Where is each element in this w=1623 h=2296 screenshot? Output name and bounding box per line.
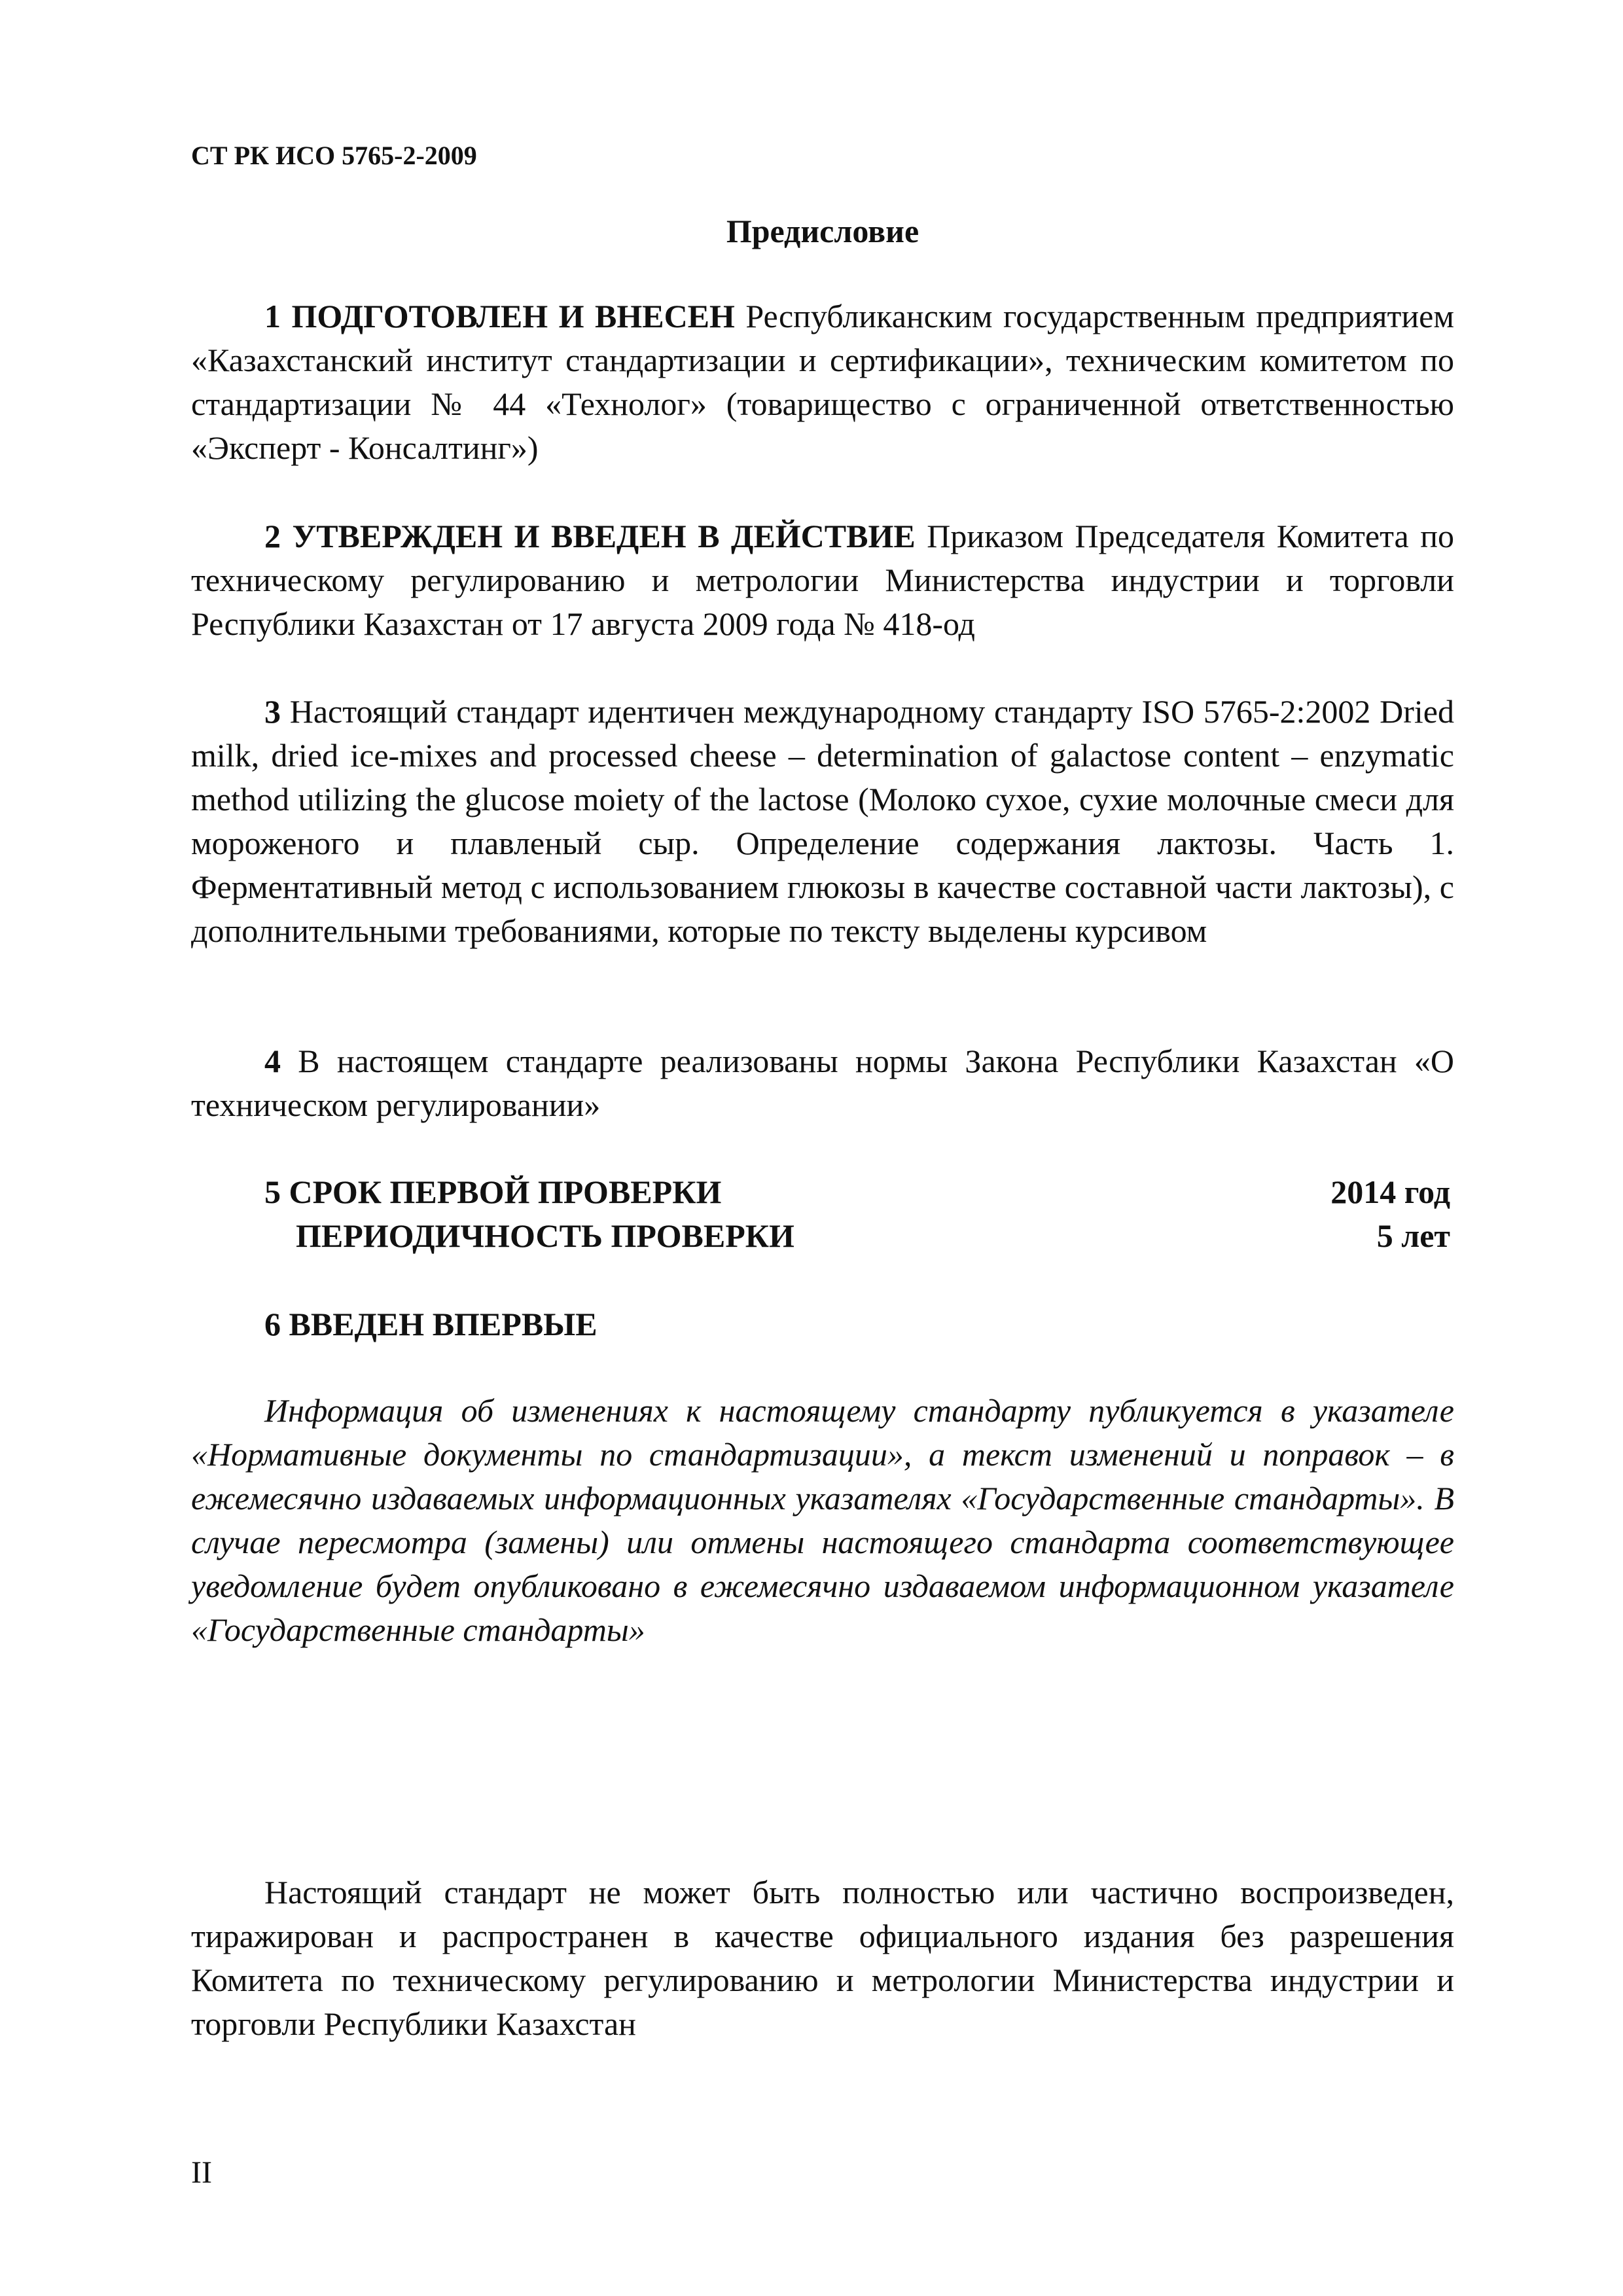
item-3-text: Настоящий стандарт идентичен международному стандарту ISO 5765-2:2002 Dried milk, dried ice-mixes and processed cheese – determination of galactose content – enzymatic method utilizing the glucose moiety of the lactose (Молоко сухое, сухие молочные смеси для мороженого и плавленый сыр. Определение содержания лактозы. Часть 1. Ферментативный метод с использованием глюкозы в качестве составной части лактозы), с дополнительными требованиями, которые по тексту выделены курсивом — [191, 693, 1454, 949]
item-1-text: Республиканским государственным предприятием «Казахстанский институт стандартизации и сертификации», техническим комитетом по стандартизации № 44 «Технолог» (товарищество с ограниченной ответственностью «Эксперт - Консалтинг») — [191, 298, 1454, 466]
preface-item-2 — [191, 514, 1454, 646]
preface-item-6: 6 ВВЕДЕН ВПЕРВЫЕ — [264, 1306, 597, 1342]
item-1-lead: 1 ПОДГОТОВЛЕН И ВНЕСЕН — [264, 298, 735, 334]
preface-item-1 — [191, 295, 1454, 470]
review-period-value: 5 лет — [1376, 1217, 1450, 1254]
first-review-label: 5 СРОК ПЕРВОЙ ПРОВЕРКИ — [264, 1174, 722, 1210]
item-2-lead: 2 УТВЕРЖДЕН И ВВЕДЕН В ДЕЙСТВИЕ — [264, 518, 916, 554]
copyright-note: Настоящий стандарт не может быть полностью или частично воспроизведен, тиражирован и распространен в качестве официального издания без разрешения Комитета по техническому регулированию и метрологии Министерства индустрии и торговли Республики Казахстан — [191, 1874, 1454, 2042]
first-review-value: 2014 год — [1330, 1174, 1450, 1210]
document-code: СТ РК ИСО 5765-2-2009 — [191, 141, 477, 170]
preface-item-3 — [191, 690, 1454, 953]
item-2-text: Приказом Председателя Комитета по техническому регулированию и метрологии Министерства индустрии и торговли Республики Казахстан от 17 августа 2009 года № 418-од — [191, 518, 1455, 642]
page-number: II — [191, 2155, 212, 2190]
item-3-lead: 3 — [264, 693, 281, 730]
review-period-label: ПЕРИОДИЧНОСТЬ ПРОВЕРКИ — [296, 1217, 794, 1254]
preface-item-4 — [191, 1039, 1454, 1127]
item-4-text: В настоящем стандарте реализованы нормы Закона Республики Казахстан «О техническом регулировании» — [191, 1043, 1454, 1123]
changes-info-note: Информация об изменениях к настоящему стандарту публикуется в указателе «Нормативные документы по стандартизации», а текст изменений и поправок – в ежемесячно издаваемых информационных указателях «Государственные стандарты». В случае пересмотра (замены) или отмены настоящего стандарта соответствующее уведомление будет опубликовано в ежемесячно издаваемом информационном указателе «Государственные стандарты» — [191, 1392, 1454, 1648]
page-title: Предисловие — [726, 213, 919, 249]
item-4-lead: 4 — [264, 1043, 281, 1079]
